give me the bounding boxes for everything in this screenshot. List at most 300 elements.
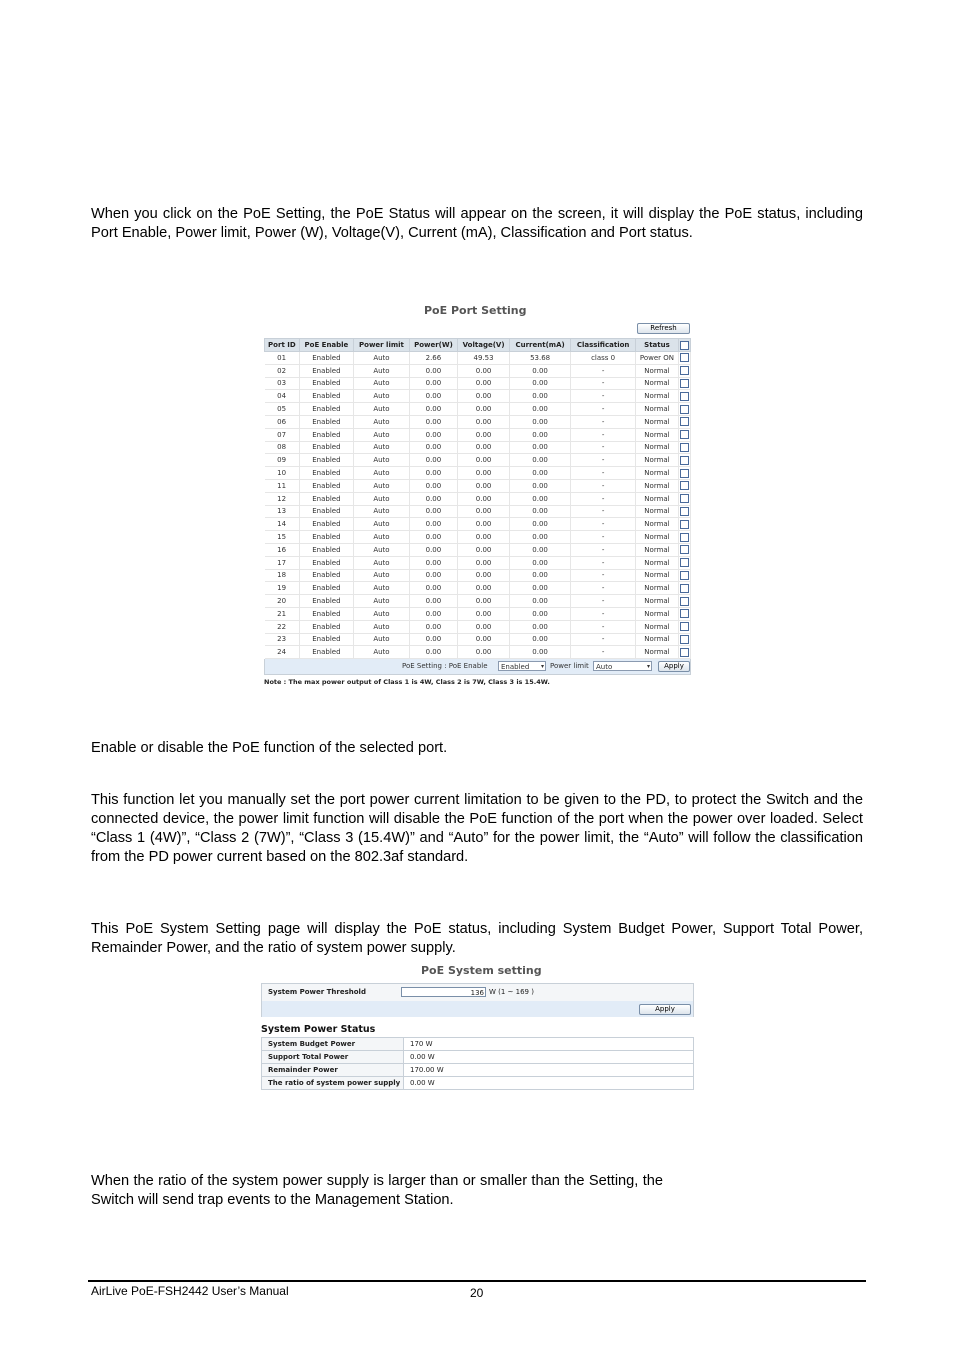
system-power-status-title: System Power Status <box>261 1024 376 1035</box>
status-label: Remainder Power <box>262 1064 404 1077</box>
table-cell: Normal <box>636 569 679 582</box>
port-select-checkbox[interactable] <box>680 520 689 529</box>
table-cell: 0.00 <box>510 454 571 467</box>
table-cell: Normal <box>636 454 679 467</box>
row-checkbox-cell <box>678 607 690 620</box>
row-checkbox-cell <box>678 595 690 608</box>
port-select-checkbox[interactable] <box>680 353 689 362</box>
table-cell: Auto <box>354 364 410 377</box>
table-cell: - <box>571 479 636 492</box>
column-header: Classification <box>571 339 636 352</box>
refresh-button[interactable]: Refresh <box>637 323 690 334</box>
table-cell: 0.00 <box>409 633 457 646</box>
table-cell: - <box>571 390 636 403</box>
port-select-checkbox[interactable] <box>680 533 689 542</box>
port-select-checkbox[interactable] <box>680 430 689 439</box>
row-checkbox-cell <box>678 505 690 518</box>
table-cell: 22 <box>265 620 300 633</box>
port-select-checkbox[interactable] <box>680 366 689 375</box>
table-cell: 0.00 <box>458 518 510 531</box>
status-value: 170 W <box>404 1038 694 1051</box>
row-checkbox-cell <box>678 633 690 646</box>
row-checkbox-cell <box>678 620 690 633</box>
table-cell: 0.00 <box>510 518 571 531</box>
table-cell: Auto <box>354 543 410 556</box>
table-cell: Normal <box>636 646 679 659</box>
poe-setting-label: PoE Setting : PoE Enable <box>402 662 488 671</box>
threshold-input[interactable]: 136 <box>401 987 486 997</box>
table-cell: 17 <box>265 556 300 569</box>
status-row <box>262 1077 694 1090</box>
table-cell: Auto <box>354 441 410 454</box>
table-cell: - <box>571 518 636 531</box>
table-row <box>265 403 691 416</box>
port-select-checkbox[interactable] <box>680 507 689 516</box>
table-cell: class 0 <box>571 352 636 365</box>
port-select-checkbox[interactable] <box>680 379 689 388</box>
table-row <box>265 607 691 620</box>
column-header: PoE Enable <box>299 339 353 352</box>
poe-enable-value: Enabled <box>501 663 530 672</box>
table-cell: 0.00 <box>409 620 457 633</box>
table-cell: 0.00 <box>458 403 510 416</box>
table-cell: 0.00 <box>510 441 571 454</box>
table-cell: Auto <box>354 518 410 531</box>
table-cell: 04 <box>265 390 300 403</box>
table-cell: - <box>571 646 636 659</box>
table-cell: 20 <box>265 595 300 608</box>
table-cell: 0.00 <box>409 441 457 454</box>
threshold-label: System Power Threshold <box>268 988 366 996</box>
poe-setting-row <box>264 659 691 675</box>
table-cell: 0.00 <box>458 428 510 441</box>
table-cell: Enabled <box>299 607 353 620</box>
port-select-checkbox[interactable] <box>680 469 689 478</box>
column-header: Port ID <box>265 339 300 352</box>
table-row <box>265 569 691 582</box>
table-cell: 0.00 <box>510 531 571 544</box>
power-limit-select[interactable] <box>593 661 652 671</box>
table-cell: 0.00 <box>458 531 510 544</box>
table-cell: Enabled <box>299 543 353 556</box>
table-row <box>265 595 691 608</box>
table-cell: 0.00 <box>458 633 510 646</box>
power-limit-paragraph: This function let you manually set the port power current limitation to be given to the PD, to protect the Switch and the connected device, the power limit function will disable the PoE function of the port when the power over loaded. Select “Class 1 (4W)”, “Class 2 (7W)”, “Class 3 (15.4W)” and “Auto” for the power limit, the “Auto” will follow the classification from the PD power current based on the 802.3af standard. <box>91 792 863 865</box>
table-cell: 0.00 <box>510 646 571 659</box>
table-cell: Enabled <box>299 364 353 377</box>
table-cell: Normal <box>636 518 679 531</box>
table-cell: Power ON <box>636 352 679 365</box>
table-cell: 0.00 <box>458 543 510 556</box>
table-cell: - <box>571 415 636 428</box>
table-cell: 0.00 <box>458 390 510 403</box>
table-cell: Auto <box>354 492 410 505</box>
table-cell: 21 <box>265 607 300 620</box>
table-cell: - <box>571 441 636 454</box>
table-cell: Enabled <box>299 505 353 518</box>
table-cell: Normal <box>636 620 679 633</box>
table-row <box>265 352 691 365</box>
table-cell: Enabled <box>299 646 353 659</box>
footer-manual-title: AirLive PoE-FSH2442 User’s Manual <box>91 1284 289 1298</box>
table-cell: 05 <box>265 403 300 416</box>
table-cell: Enabled <box>299 415 353 428</box>
table-cell: 0.00 <box>409 556 457 569</box>
table-cell: 0.00 <box>458 569 510 582</box>
table-cell: 19 <box>265 582 300 595</box>
table-cell: 0.00 <box>458 441 510 454</box>
table-cell: 0.00 <box>510 556 571 569</box>
table-row <box>265 543 691 556</box>
table-row <box>265 415 691 428</box>
class-power-note: Note : The max power output of Class 1 is 4W, Class 2 is 7W, Class 3 is 15.4W. <box>264 678 550 687</box>
port-table-header <box>265 339 691 352</box>
row-checkbox-cell <box>678 569 690 582</box>
port-select-checkbox[interactable] <box>680 622 689 631</box>
table-cell: Auto <box>354 403 410 416</box>
table-cell: 0.00 <box>409 454 457 467</box>
column-header: Current(mA) <box>510 339 571 352</box>
table-cell: Normal <box>636 531 679 544</box>
table-cell: 23 <box>265 633 300 646</box>
table-cell: 0.00 <box>409 505 457 518</box>
table-cell: Enabled <box>299 441 353 454</box>
poe-port-setting-panel <box>264 322 691 686</box>
table-cell: 0.00 <box>409 569 457 582</box>
table-cell: 0.00 <box>409 479 457 492</box>
table-cell: 0.00 <box>409 492 457 505</box>
port-select-checkbox[interactable] <box>680 558 689 567</box>
port-select-checkbox[interactable] <box>680 481 689 490</box>
table-cell: 13 <box>265 505 300 518</box>
table-cell: 03 <box>265 377 300 390</box>
table-cell: 0.00 <box>510 569 571 582</box>
table-cell: 2.66 <box>409 352 457 365</box>
table-cell: Auto <box>354 531 410 544</box>
select-all-checkbox[interactable] <box>680 341 689 350</box>
poe-enable-select[interactable] <box>498 661 546 671</box>
table-cell: Auto <box>354 582 410 595</box>
table-cell: 0.00 <box>510 479 571 492</box>
table-cell: 49.53 <box>458 352 510 365</box>
table-cell: 0.00 <box>458 377 510 390</box>
table-cell: 0.00 <box>409 646 457 659</box>
table-cell: 0.00 <box>458 479 510 492</box>
table-cell: Normal <box>636 582 679 595</box>
table-cell: Normal <box>636 633 679 646</box>
table-cell: Auto <box>354 646 410 659</box>
status-value: 0.00 W <box>404 1077 694 1090</box>
table-cell: 0.00 <box>409 390 457 403</box>
table-cell: Auto <box>354 620 410 633</box>
page-number: 20 <box>470 1286 484 1300</box>
port-select-checkbox[interactable] <box>680 494 689 503</box>
table-cell: 0.00 <box>510 543 571 556</box>
row-checkbox-cell <box>678 518 690 531</box>
row-checkbox-cell <box>678 428 690 441</box>
table-cell: Normal <box>636 364 679 377</box>
port-select-checkbox[interactable] <box>680 648 689 657</box>
table-cell: 0.00 <box>458 505 510 518</box>
table-cell: Normal <box>636 377 679 390</box>
table-cell: 0.00 <box>409 531 457 544</box>
table-cell: Auto <box>354 428 410 441</box>
table-cell: 0.00 <box>510 403 571 416</box>
poe-system-setting-title: PoE System setting <box>421 964 542 977</box>
column-header: Status <box>636 339 679 352</box>
table-cell: 0.00 <box>409 467 457 480</box>
table-cell: 0.00 <box>409 543 457 556</box>
status-value: 170.00 W <box>404 1064 694 1077</box>
table-cell: 0.00 <box>458 556 510 569</box>
table-cell: Enabled <box>299 531 353 544</box>
table-cell: - <box>571 531 636 544</box>
port-select-checkbox[interactable] <box>680 417 689 426</box>
table-cell: - <box>571 556 636 569</box>
row-checkbox-cell <box>678 582 690 595</box>
table-cell: Normal <box>636 607 679 620</box>
column-header: Power(W) <box>409 339 457 352</box>
table-cell: Auto <box>354 377 410 390</box>
table-cell: - <box>571 403 636 416</box>
table-cell: 02 <box>265 364 300 377</box>
table-cell: Auto <box>354 454 410 467</box>
row-checkbox-cell <box>678 352 690 365</box>
table-cell: 0.00 <box>458 467 510 480</box>
table-cell: 0.00 <box>510 595 571 608</box>
table-cell: Enabled <box>299 633 353 646</box>
table-cell: Normal <box>636 556 679 569</box>
port-select-checkbox[interactable] <box>680 405 689 414</box>
status-label: System Budget Power <box>262 1038 404 1051</box>
column-header: Voltage(V) <box>458 339 510 352</box>
port-select-checkbox[interactable] <box>680 609 689 618</box>
table-row <box>265 505 691 518</box>
table-cell: 0.00 <box>510 505 571 518</box>
row-checkbox-cell <box>678 377 690 390</box>
table-cell: Normal <box>636 505 679 518</box>
table-row <box>265 428 691 441</box>
poe-system-setting-panel <box>261 983 694 1090</box>
table-cell: Normal <box>636 543 679 556</box>
table-cell: 0.00 <box>510 492 571 505</box>
status-row <box>262 1051 694 1064</box>
table-cell: 14 <box>265 518 300 531</box>
row-checkbox-cell <box>678 415 690 428</box>
table-cell: Enabled <box>299 390 353 403</box>
row-checkbox-cell <box>678 646 690 659</box>
table-cell: Enabled <box>299 556 353 569</box>
table-cell: 0.00 <box>409 607 457 620</box>
table-cell: 0.00 <box>458 415 510 428</box>
status-label: The ratio of system power supply <box>262 1077 404 1090</box>
table-cell: 0.00 <box>409 595 457 608</box>
select-all-checkbox-cell <box>678 339 690 352</box>
enable-paragraph: Enable or disable the PoE function of the selected port. <box>91 740 448 756</box>
table-cell: 0.00 <box>409 518 457 531</box>
row-checkbox-cell <box>678 556 690 569</box>
table-cell: Normal <box>636 441 679 454</box>
table-cell: 16 <box>265 543 300 556</box>
table-cell: Normal <box>636 403 679 416</box>
table-cell: 0.00 <box>409 582 457 595</box>
port-select-checkbox[interactable] <box>680 597 689 606</box>
table-cell: Enabled <box>299 454 353 467</box>
status-label: Support Total Power <box>262 1051 404 1064</box>
table-cell: 0.00 <box>458 492 510 505</box>
table-cell: 11 <box>265 479 300 492</box>
table-cell: - <box>571 607 636 620</box>
table-cell: 0.00 <box>458 582 510 595</box>
table-cell: Auto <box>354 556 410 569</box>
table-cell: - <box>571 428 636 441</box>
threshold-box <box>261 983 694 1017</box>
table-cell: Normal <box>636 390 679 403</box>
power-limit-value: Auto <box>596 663 613 672</box>
table-row <box>265 518 691 531</box>
table-row <box>265 531 691 544</box>
port-table <box>264 338 691 659</box>
chevron-down-icon: ▾ <box>646 663 650 671</box>
column-header: Power limit <box>354 339 410 352</box>
table-cell: 0.00 <box>458 607 510 620</box>
table-cell: Enabled <box>299 467 353 480</box>
table-cell: Enabled <box>299 582 353 595</box>
table-cell: - <box>571 595 636 608</box>
table-cell: - <box>571 377 636 390</box>
intro-paragraph: When you click on the PoE Setting, the PoE Status will appear on the screen, it will display the PoE status, including Port Enable, Power limit, Power (W), Voltage(V), Current (mA), Classification and Port status. <box>91 206 863 241</box>
table-cell: 0.00 <box>409 377 457 390</box>
table-cell: 0.00 <box>458 364 510 377</box>
table-cell: 53.68 <box>510 352 571 365</box>
table-cell: Enabled <box>299 479 353 492</box>
table-cell: Enabled <box>299 595 353 608</box>
table-row <box>265 364 691 377</box>
port-select-checkbox[interactable] <box>680 571 689 580</box>
table-cell: 0.00 <box>458 454 510 467</box>
system-paragraph: This PoE System Setting page will display the PoE status, including System Budget Power, Support Total Power, Remainder Power, and the ratio of system power supply. <box>91 921 863 956</box>
table-cell: 0.00 <box>510 620 571 633</box>
table-cell: Auto <box>354 479 410 492</box>
table-cell: Normal <box>636 595 679 608</box>
table-cell: 0.00 <box>510 607 571 620</box>
status-row <box>262 1064 694 1077</box>
table-cell: - <box>571 467 636 480</box>
threshold-range: W (1 ~ 169 ) <box>489 988 534 996</box>
port-select-checkbox[interactable] <box>680 456 689 465</box>
table-row <box>265 620 691 633</box>
table-cell: 07 <box>265 428 300 441</box>
row-checkbox-cell <box>678 543 690 556</box>
table-cell: Enabled <box>299 403 353 416</box>
system-apply-button[interactable]: Apply <box>639 1004 691 1015</box>
row-checkbox-cell <box>678 390 690 403</box>
table-cell: 24 <box>265 646 300 659</box>
table-row <box>265 492 691 505</box>
table-cell: 0.00 <box>458 595 510 608</box>
table-cell: 10 <box>265 467 300 480</box>
row-checkbox-cell <box>678 492 690 505</box>
poe-port-setting-title: PoE Port Setting <box>424 304 527 317</box>
power-limit-label: Power limit <box>550 662 589 671</box>
port-select-checkbox[interactable] <box>680 392 689 401</box>
row-checkbox-cell <box>678 364 690 377</box>
table-row <box>265 646 691 659</box>
table-row <box>265 556 691 569</box>
port-select-checkbox[interactable] <box>680 443 689 452</box>
system-power-status-table <box>261 1037 694 1090</box>
table-cell: 15 <box>265 531 300 544</box>
table-row <box>265 479 691 492</box>
table-cell: 0.00 <box>510 390 571 403</box>
status-value: 0.00 W <box>404 1051 694 1064</box>
table-cell: Auto <box>354 633 410 646</box>
table-row <box>265 377 691 390</box>
table-cell: Auto <box>354 607 410 620</box>
table-cell: 0.00 <box>510 377 571 390</box>
port-select-checkbox[interactable] <box>680 635 689 644</box>
table-cell: 0.00 <box>409 428 457 441</box>
table-cell: 0.00 <box>409 364 457 377</box>
table-cell: 0.00 <box>510 415 571 428</box>
table-cell: Auto <box>354 415 410 428</box>
row-checkbox-cell <box>678 441 690 454</box>
trap-paragraph: When the ratio of the system power supply is larger than or smaller than the Setting, the Switch will send trap events to the Management Station. <box>91 1173 663 1208</box>
table-cell: Auto <box>354 390 410 403</box>
table-cell: 0.00 <box>510 467 571 480</box>
port-select-checkbox[interactable] <box>680 545 689 554</box>
port-select-checkbox[interactable] <box>680 584 689 593</box>
table-cell: Normal <box>636 479 679 492</box>
chevron-down-icon: ▾ <box>540 663 544 671</box>
row-checkbox-cell <box>678 479 690 492</box>
table-cell: 0.00 <box>458 646 510 659</box>
table-cell: Normal <box>636 467 679 480</box>
table-cell: Auto <box>354 569 410 582</box>
table-cell: Enabled <box>299 352 353 365</box>
table-cell: Enabled <box>299 377 353 390</box>
table-cell: 08 <box>265 441 300 454</box>
row-checkbox-cell <box>678 403 690 416</box>
table-cell: Auto <box>354 505 410 518</box>
table-cell: Enabled <box>299 428 353 441</box>
table-cell: - <box>571 569 636 582</box>
table-cell: - <box>571 543 636 556</box>
table-row <box>265 441 691 454</box>
table-cell: Auto <box>354 467 410 480</box>
table-row <box>265 454 691 467</box>
status-row <box>262 1038 694 1051</box>
table-cell: Auto <box>354 595 410 608</box>
table-cell: Normal <box>636 428 679 441</box>
table-cell: 09 <box>265 454 300 467</box>
table-cell: Normal <box>636 415 679 428</box>
table-cell: 0.00 <box>409 415 457 428</box>
apply-button[interactable]: Apply <box>658 661 690 672</box>
table-row <box>265 390 691 403</box>
row-checkbox-cell <box>678 531 690 544</box>
row-checkbox-cell <box>678 467 690 480</box>
table-cell: 0.00 <box>510 582 571 595</box>
table-cell: 18 <box>265 569 300 582</box>
table-cell: - <box>571 492 636 505</box>
table-cell: 0.00 <box>510 633 571 646</box>
table-cell: - <box>571 364 636 377</box>
table-cell: Auto <box>354 352 410 365</box>
table-row <box>265 467 691 480</box>
table-row <box>265 582 691 595</box>
table-cell: 01 <box>265 352 300 365</box>
